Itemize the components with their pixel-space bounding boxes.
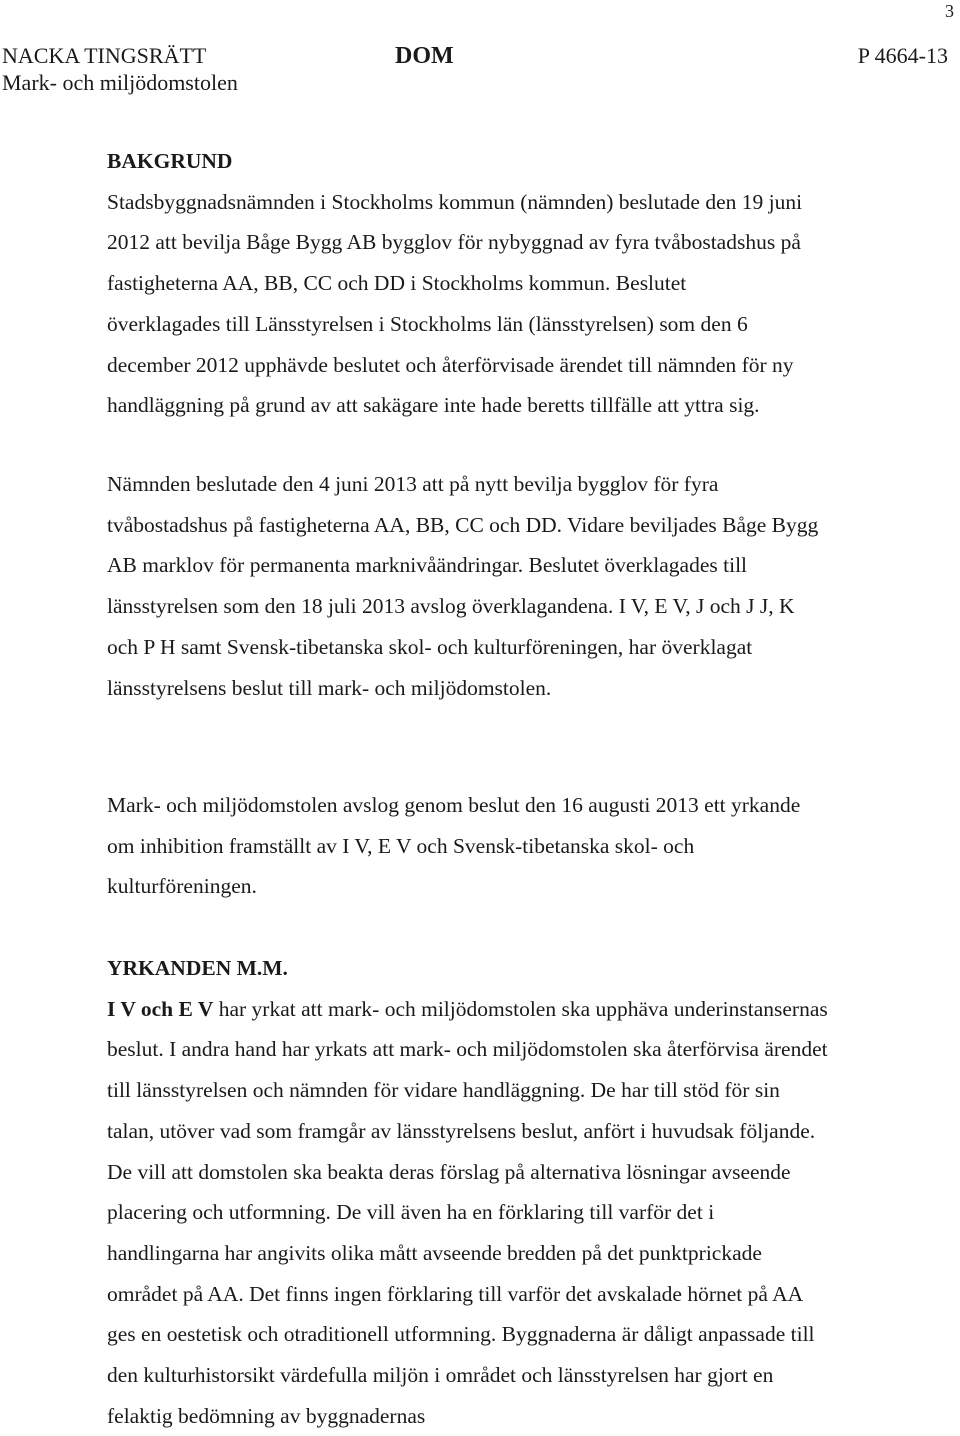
- bakgrund-paragraph-1: [107, 182, 907, 426]
- text-line: felaktig bedömning av byggnadernas: [107, 1403, 426, 1428]
- text-line: AB marklov för permanenta marknivåändringar. Beslutet överklagades till: [107, 553, 748, 578]
- text-line: till länsstyrelsen och nämnden för vidare handläggning. De har till stöd för sin: [107, 1078, 780, 1103]
- section-heading-bakgrund: BAKGRUND: [107, 149, 233, 173]
- text-line: kulturföreningen.: [107, 874, 257, 899]
- text-line: [107, 989, 907, 1030]
- text-line: talan, utöver vad som framgår av länsstyrelsens beslut, anfört i huvudsak följande.: [107, 1118, 816, 1143]
- header-court-block: [2, 42, 238, 96]
- text-line: området på AA. Det finns ingen förklaring till varför det avskalade hörnet på AA: [107, 1281, 804, 1306]
- text-line: Stadsbyggnadsnämnden i Stockholms kommun (nämnden) beslutade den 19 juni: [107, 189, 803, 214]
- text-line: länsstyrelsen som den 18 juli 2013 avslog överklagandena. I V, E V, J och J J, K: [107, 594, 795, 619]
- text-line: beslut. I andra hand har yrkats att mark- och miljödomstolen ska återförvisa ärendet: [107, 1037, 828, 1062]
- text-line: den kulturhistorsikt värdefulla miljön i området och länsstyrelsen har gjort en: [107, 1363, 774, 1388]
- text-line: fastigheterna AA, BB, CC och DD i Stockholms kommun. Beslutet: [107, 271, 687, 296]
- bakgrund-section: [107, 141, 907, 426]
- text-line: placering och utformning. De vill även ha en förklaring till varför det i: [107, 1200, 715, 1225]
- text-line: 2012 att bevilja Båge Bygg AB bygglov för nybyggnad av fyra tvåbostadshus på: [107, 230, 801, 255]
- bakgrund-paragraph-3: [107, 785, 907, 907]
- case-number: P 4664-13: [857, 43, 948, 68]
- text-line: om inhibition framställt av I V, E V och Svensk-tibetanska skol- och: [107, 833, 695, 858]
- yrkanden-section: [107, 948, 907, 1436]
- text-line: handlingarna har angivits olika mått avseende bredden på det punktprickade: [107, 1240, 762, 1265]
- text-line: december 2012 upphävde beslutet och återförvisade ärendet till nämnden för ny: [107, 352, 794, 377]
- page-number: 3: [945, 1, 954, 21]
- text-line: länsstyrelsens beslut till mark- och miljödomstolen.: [107, 675, 552, 700]
- section-heading-yrkanden: YRKANDEN M.M.: [107, 956, 288, 980]
- text-line: Mark- och miljödomstolen avslog genom beslut den 16 augusti 2013 ett yrkande: [107, 793, 801, 817]
- document-type: DOM: [395, 43, 454, 69]
- court-name: NACKA TINGSRÄTT: [2, 43, 207, 68]
- bakgrund-paragraph-2: [107, 464, 907, 708]
- party-names: I V och E V: [107, 996, 214, 1021]
- text-fragment: har yrkat att mark- och miljödomstolen ska upphäva underinstansernas: [213, 996, 828, 1021]
- court-division: Mark- och miljödomstolen: [2, 70, 238, 95]
- text-line: ges en oestetisk och otraditionell utformning. Byggnaderna är dåligt anpassade till: [107, 1322, 815, 1347]
- text-line: tvåbostadshus på fastigheterna AA, BB, CC och DD. Vidare beviljades Båge Bygg: [107, 512, 819, 537]
- text-line: överklagades till Länsstyrelsen i Stockholms län (länsstyrelsen) som den 6: [107, 311, 748, 336]
- text-line: och P H samt Svensk-tibetanska skol- och kulturföreningen, har överklagat: [107, 634, 753, 659]
- text-line: Nämnden beslutade den 4 juni 2013 att på nytt bevilja bygglov för fyra: [107, 472, 719, 496]
- text-line: De vill att domstolen ska beakta deras förslag på alternativa lösningar avseende: [107, 1159, 791, 1184]
- text-line: handläggning på grund av att sakägare inte hade beretts tillfälle att yttra sig.: [107, 393, 760, 418]
